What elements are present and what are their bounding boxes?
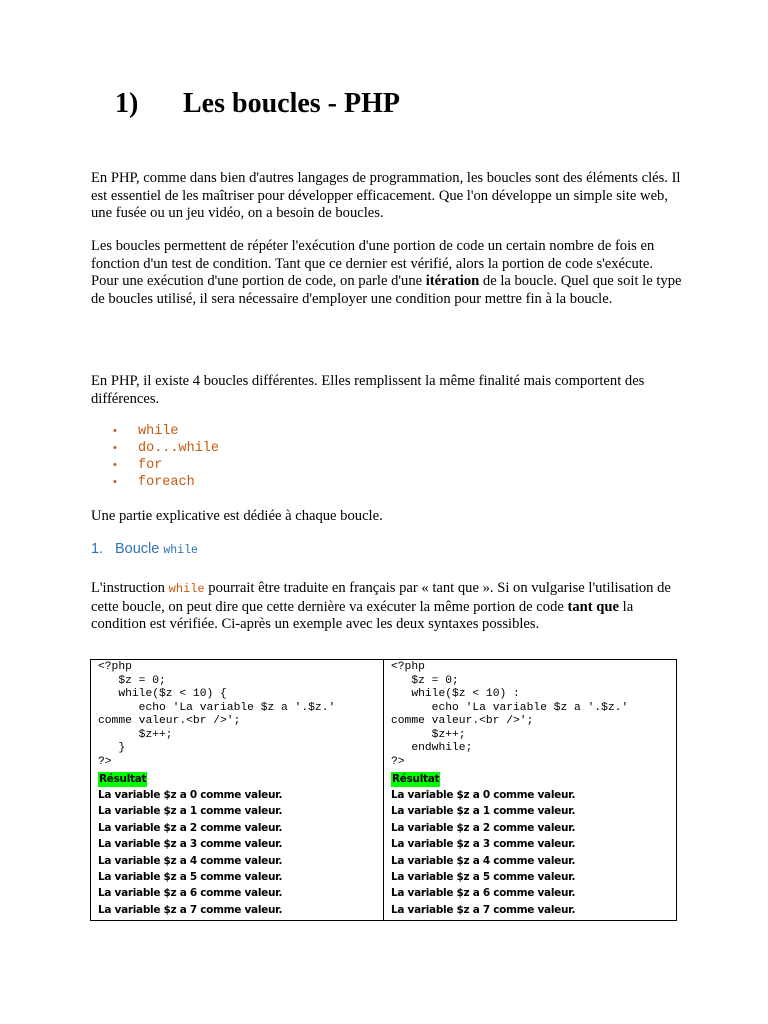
result-line: La variable $z a 2 comme valeur. xyxy=(391,821,576,834)
result-line: La variable $z a 6 comme valeur. xyxy=(391,887,576,900)
tant-que-term: tant que xyxy=(567,598,619,615)
bullet-icon: • xyxy=(113,442,117,454)
bullet-icon: • xyxy=(113,476,117,488)
result-line: La variable $z a 7 comme valeur. xyxy=(98,903,283,916)
list-item: • do...while xyxy=(113,441,220,456)
section-number: 1. xyxy=(91,541,104,557)
list-item: • for xyxy=(113,458,163,473)
result-label: Résultat xyxy=(392,773,440,785)
result-line: La variable $z a 4 comme valeur. xyxy=(391,854,576,867)
section-label: Boucle xyxy=(115,541,164,557)
result-line: La variable $z a 3 comme valeur. xyxy=(98,838,283,851)
code-cell-colon xyxy=(384,660,677,921)
result-line: La variable $z a 5 comme valeur. xyxy=(98,871,283,884)
bullet-icon: • xyxy=(113,425,117,437)
result-line: La variable $z a 0 comme valeur. xyxy=(391,789,576,801)
page-title xyxy=(115,86,400,122)
title-number: 1) xyxy=(115,88,139,119)
result-label: Résultat xyxy=(99,773,147,785)
code-block: <?php $z = 0; while($z < 10) { echo 'La variable $z a '.$z.' comme valeur.<br />'; $z++; } ?> xyxy=(98,661,336,768)
loop-count-paragraph: En PHP, il existe 4 boucles différentes. Elles remplissent la même finalité mais comportent des différences. xyxy=(91,373,645,407)
section-heading-while xyxy=(91,541,198,557)
paragraph-text: de la boucle. Quel que soit le type de boucles utilisé, il sera nécessaire d'employer une condition pour mettre fin à la boucle. xyxy=(91,273,682,307)
intro-paragraph: En PHP, comme dans bien d'autres langages de programmation, les boucles sont des éléments clés. Il est essentiel de les maîtriser pour développer efficacement. Que l'on développe un simple site web, une fusée ou un jeu vidéo, on a besoin de boucles. xyxy=(91,170,681,222)
bullet-icon: • xyxy=(113,459,117,471)
title-text: Les boucles - PHP xyxy=(183,88,400,119)
inline-code: while xyxy=(168,582,205,596)
result-line: La variable $z a 1 comme valeur. xyxy=(391,805,576,818)
result-line: La variable $z a 5 comme valeur. xyxy=(391,871,576,884)
code-block: <?php $z = 0; while($z < 10) : echo 'La variable $z a '.$z.' comme valeur.<br />'; $z++; endwhile; ?> xyxy=(391,661,629,768)
result-line: La variable $z a 0 comme valeur. xyxy=(98,789,283,801)
iteration-term: itération xyxy=(425,273,480,290)
result-line: La variable $z a 4 comme valeur. xyxy=(98,854,283,867)
list-item: • while xyxy=(113,424,179,439)
explanation-paragraph: Une partie explicative est dédiée à chaque boucle. xyxy=(91,508,383,524)
result-line: La variable $z a 1 comme valeur. xyxy=(98,805,283,818)
loop-list xyxy=(91,423,219,491)
result-line: La variable $z a 7 comme valeur. xyxy=(391,903,576,916)
paragraph-text: Les boucles permettent de répéter l'exécution d'une portion de code un certain nombre de fois en fonction d'un test de condition. Tant que ce dernier est vérifié, alors la portion de code s'exécute. Pour une exécution d'une portion de code, on parle d'une xyxy=(91,238,655,290)
list-item: • foreach xyxy=(113,475,195,490)
section-code: while xyxy=(163,544,198,557)
while-paragraph: L'instruction while pourrait être traduite en français par « tant que ». Si on vulgarise l'utilisation de cette boucle, on peut dire que cette dernière va exécuter la même portion de code tant que la condition est vérifiée. Ci-après un exemple avec les deux syntaxes possibles. xyxy=(91,580,671,633)
code-comparison-table xyxy=(90,659,677,921)
code-cell-braces xyxy=(91,660,384,921)
result-line: La variable $z a 2 comme valeur. xyxy=(98,821,283,834)
result-line: La variable $z a 6 comme valeur. xyxy=(98,887,283,900)
loops-definition-paragraph xyxy=(91,238,683,308)
result-line: La variable $z a 3 comme valeur. xyxy=(391,838,576,851)
